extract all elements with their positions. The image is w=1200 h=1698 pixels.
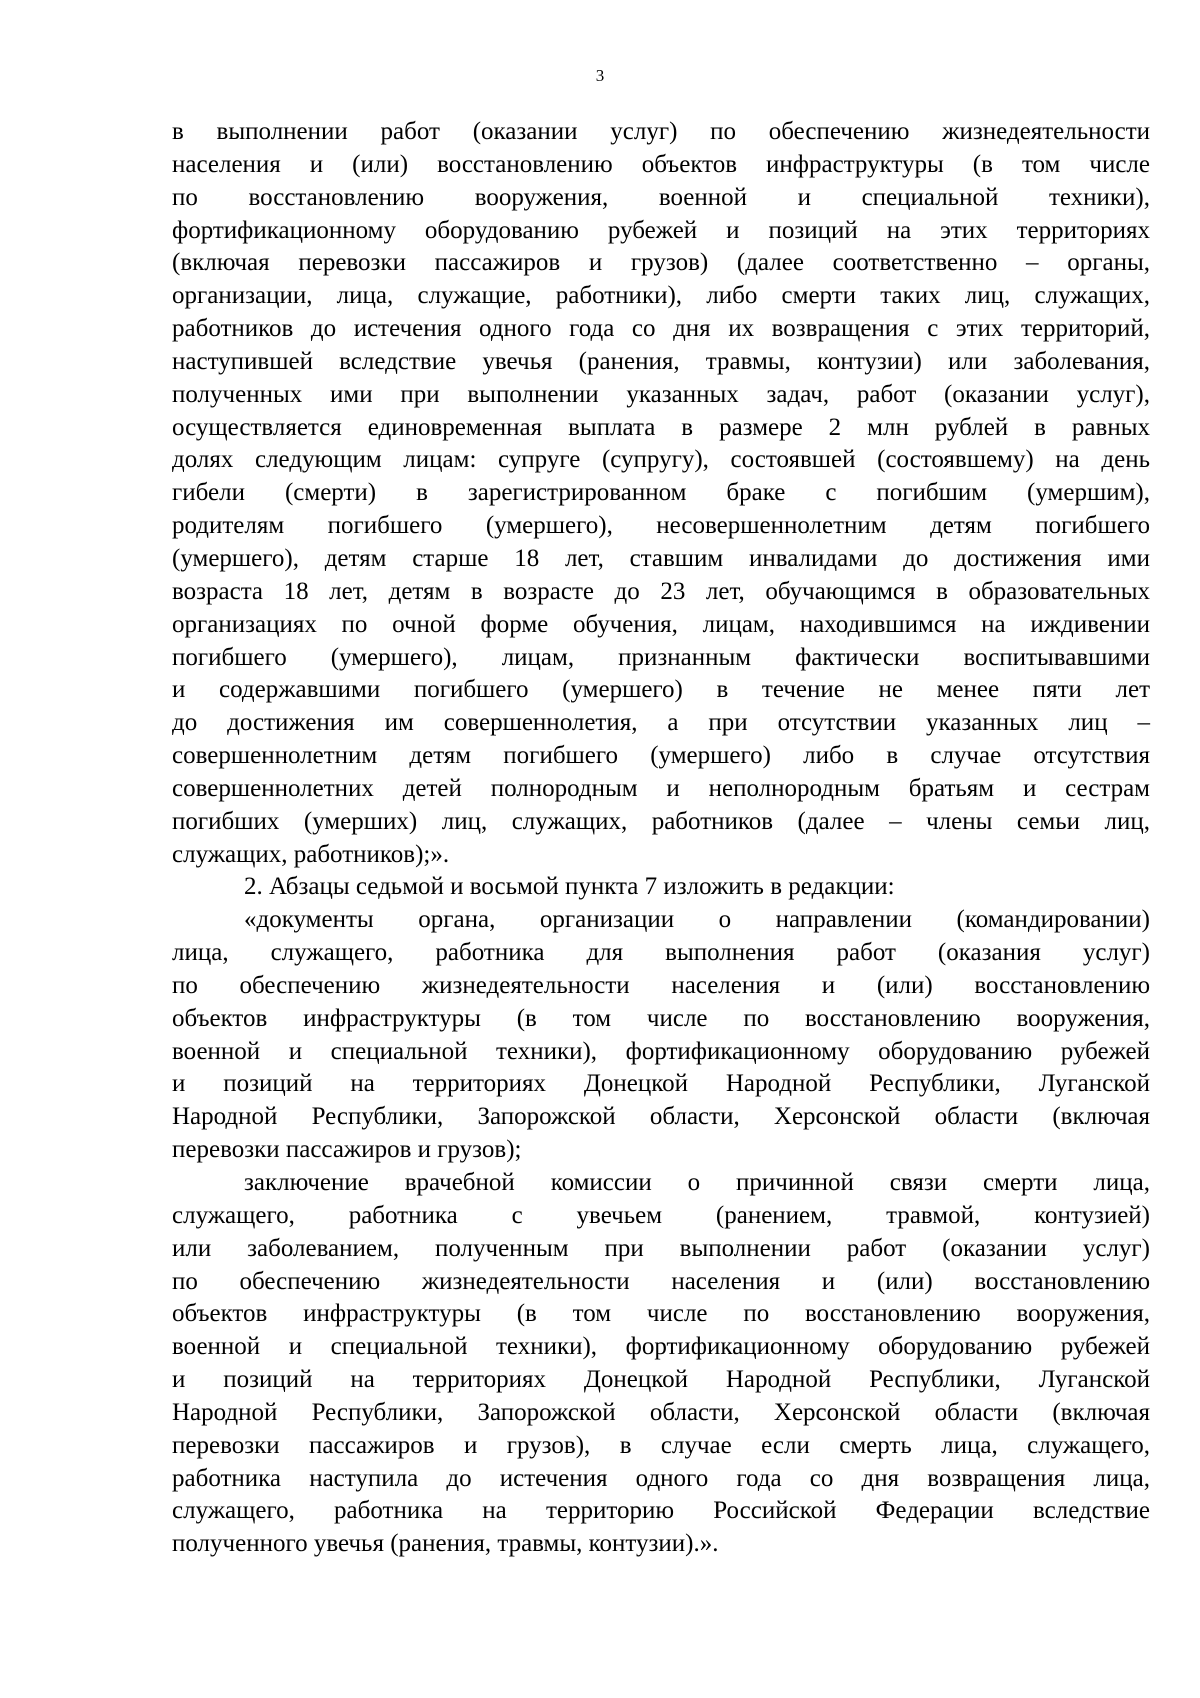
text-line: объектов инфраструктуры (в том числе по восстановлению вооружения, [172, 1004, 1150, 1032]
text-line: возраста 18 лет, детям в возрасте до 23 лет, обучающимся в образовательных [172, 577, 1150, 605]
text-line: заключение врачебной комиссии о причинной связи смерти лица, [244, 1169, 1150, 1196]
text-line: лица, служащего, работника для выполнения работ (оказания услуг) [172, 939, 1150, 967]
text-line: военной и специальной техники), фортификационному оборудованию рубежей [172, 1037, 1150, 1065]
paragraph-1 [172, 116, 1150, 871]
text-line: служащих, работников);». [172, 840, 450, 868]
text-line: погибшего (умершего), лицам, признанным фактически воспитывавшими [172, 643, 1150, 671]
text-line: фортификационному оборудованию рубежей и позиций на этих территориях [172, 216, 1150, 244]
text-line: 2. Абзацы седьмой и восьмой пункта 7 изложить в редакции: [244, 873, 895, 901]
text-line: организациях по очной форме обучения, лицам, находившимся на иждивении [172, 610, 1150, 638]
text-line: совершеннолетним детям погибшего (умершего) либо в случае отсутствия [172, 742, 1150, 770]
text-line: и позиций на территориях Донецкой Народной Республики, Луганской [172, 1070, 1150, 1098]
text-line: организации, лица, служащие, работники), либо смерти таких лиц, служащих, [172, 282, 1150, 310]
text-line: по обеспечению жизнедеятельности населения и (или) восстановлению [172, 1267, 1150, 1295]
text-line: объектов инфраструктуры (в том числе по восстановлению вооружения, [172, 1300, 1150, 1328]
text-line: до достижения им совершеннолетия, а при отсутствии указанных лиц – [172, 709, 1150, 737]
text-line: осуществляется единовременная выплата в размере 2 млн рублей в равных [172, 413, 1150, 441]
text-line: перевозки пассажиров и грузов), в случае если смерть лица, служащего, [172, 1431, 1150, 1459]
text-line: наступившей вследствие увечья (ранения, травмы, контузии) или заболевания, [172, 347, 1150, 375]
text-line: погибших (умерших) лиц, служащих, работников (далее – члены семьи лиц, [172, 807, 1150, 835]
text-line: долях следующим лицам: супруге (супругу), состоявшей (состоявшему) на день [172, 446, 1150, 474]
paragraph-4 [172, 1167, 1150, 1561]
document-body [172, 116, 1150, 1561]
text-line: и позиций на территориях Донецкой Народной Республики, Луганской [172, 1366, 1150, 1394]
text-line: работника наступила до истечения одного года со дня возвращения лица, [172, 1464, 1150, 1492]
text-line: работников до истечения одного года со дня их возвращения с этих территорий, [172, 315, 1150, 343]
text-line: гибели (смерти) в зарегистрированном браке с погибшим (умершим), [172, 479, 1150, 507]
text-line: служащего, работника на территорию Российской Федерации вследствие [172, 1497, 1150, 1525]
text-line: совершеннолетних детей полнородным и неполнородным братьям и сестрам [172, 774, 1150, 802]
text-line: по восстановлению вооружения, военной и специальной техники), [172, 183, 1150, 211]
text-line: родителям погибшего (умершего), несовершеннолетним детям погибшего [172, 512, 1150, 540]
text-line: и содержавшими погибшего (умершего) в течение не менее пяти лет [172, 676, 1150, 704]
text-line: населения и (или) восстановлению объектов инфраструктуры (в том числе [172, 150, 1150, 178]
text-line: служащего, работника с увечьем (ранением, травмой, контузией) [172, 1201, 1150, 1229]
text-line: Народной Республики, Запорожской области, Херсонской области (включая [172, 1398, 1150, 1426]
text-line: по обеспечению жизнедеятельности населения и (или) восстановлению [172, 971, 1150, 999]
text-line: «документы органа, организации о направлении (командировании) [244, 906, 1150, 934]
page-number: 3 [595, 66, 605, 85]
paragraph-2 [172, 871, 1150, 904]
text-line: перевозки пассажиров и грузов); [172, 1136, 522, 1164]
text-line: (включая перевозки пассажиров и грузов) (далее соответственно – органы, [172, 249, 1150, 277]
text-line: полученных ими при выполнении указанных задач, работ (оказании услуг), [172, 380, 1150, 408]
text-line: или заболеванием, полученным при выполнении работ (оказании услуг) [172, 1234, 1150, 1262]
text-line: полученного увечья (ранения, травмы, контузии).». [172, 1530, 719, 1558]
text-line: Народной Республики, Запорожской области, Херсонской области (включая [172, 1103, 1150, 1131]
text-line: (умершего), детям старше 18 лет, ставшим инвалидами до достижения ими [172, 544, 1150, 572]
text-line: военной и специальной техники), фортификационному оборудованию рубежей [172, 1333, 1150, 1361]
paragraph-3 [172, 904, 1150, 1167]
text-line: в выполнении работ (оказании услуг) по обеспечению жизнедеятельности [172, 118, 1150, 145]
